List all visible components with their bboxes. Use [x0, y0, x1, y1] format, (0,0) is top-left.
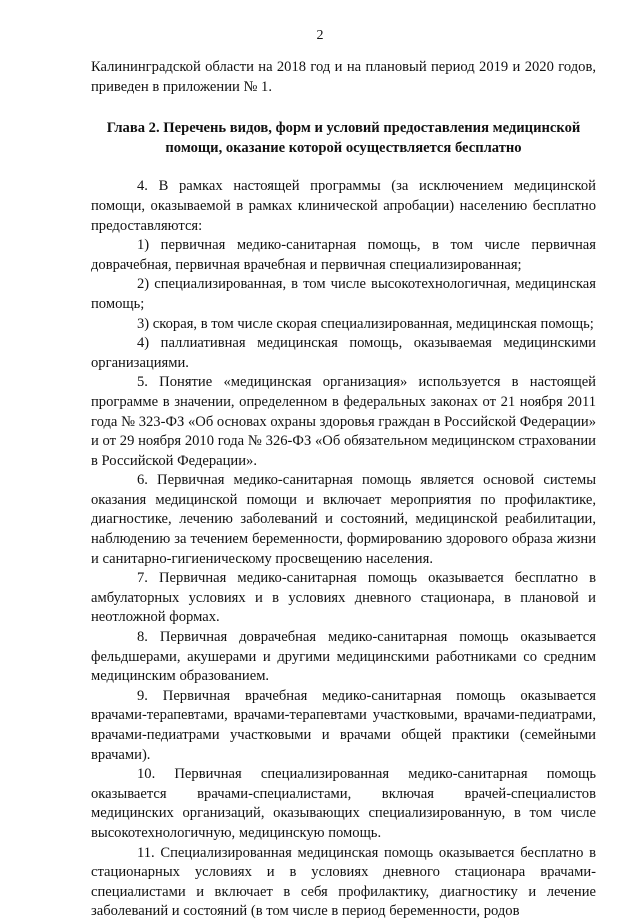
- list-item-1: 1) первичная медико-санитарная помощь, в том числе первичная доврачебная, первичная врачебная и первичная специализированная;: [91, 237, 596, 273]
- list-item-3: 3) скорая, в том числе скорая специализированная, медицинская помощь;: [137, 315, 594, 332]
- paragraph-10: 10. Первичная специализированная медико-санитарная помощь оказывается врачами-специалистами, включая врачей-специалистов медицинских организаций, оказывающих специализированную, в том числе высокотехнологичную, медицинскую помощь.: [91, 766, 596, 841]
- paragraph-5: 5. Понятие «медицинская организация» используется в настоящей программе в значении, определенном в федеральных законах от 21 ноября 2011 года № 323-ФЗ «Об основах охраны здоровья граждан в Российской Федерации» и от 29 ноября 2010 года № 326-ФЗ «Об обязательном медицинском страховании в Российской Федерации».: [91, 374, 596, 469]
- paragraph-7: 7. Первичная медико-санитарная помощь оказывается бесплатно в амбулаторных условиях и в условиях дневного стационара, в плановой и неотложной формах.: [91, 570, 596, 626]
- document-body: [91, 58, 596, 922]
- chapter-title: Глава 2. Перечень видов, форм и условий предоставления медицинской помощи, оказание которой осуществляется бесплатно: [106, 120, 581, 156]
- paragraph-8: 8. Первичная доврачебная медико-санитарная помощь оказывается фельдшерами, акушерами и другими медицинскими работниками со средним медицинским образованием.: [91, 629, 596, 685]
- paragraph-6: 6. Первичная медико-санитарная помощь является основой системы оказания медицинской помощи и включает мероприятия по профилактике, диагностике, лечению заболеваний и состояний, медицинской реабилитации, наблюдению за течением беременности, формированию здорового образа жизни и санитарно-гигиеническому просвещению населения.: [91, 472, 596, 567]
- paragraph-9: 9. Первичная врачебная медико-санитарная помощь оказывается врачами-терапевтами, врачами-терапевтами участковыми, врачами-педиатрами, врачами-педиатрами участковыми и врачами общей практики (семейными врачами).: [91, 687, 596, 763]
- intro-paragraph: Калининградской области на 2018 год и на плановый период 2019 и 2020 годов, приведен в приложении № 1.: [91, 59, 596, 95]
- paragraph-11: 11. Специализированная медицинская помощь оказывается бесплатно в стационарных условиях и в условиях дневного стационара врачами-специалистами и включает в себя профилактику, диагностику и лечение заболеваний и состояний (в том числе в период беременности, родов: [91, 844, 596, 920]
- list-item-2: 2) специализированная, в том числе высокотехнологичная, медицинская помощь;: [91, 276, 596, 312]
- page-number: 2: [316, 28, 324, 43]
- list-item-4: 4) паллиативная медицинская помощь, оказываемая медицинскими организациями.: [91, 335, 596, 371]
- paragraph-4: 4. В рамках настоящей программы (за исключением медицинской помощи, оказываемой в рамках клинической апробации) населению бесплатно предоставляются:: [91, 178, 596, 234]
